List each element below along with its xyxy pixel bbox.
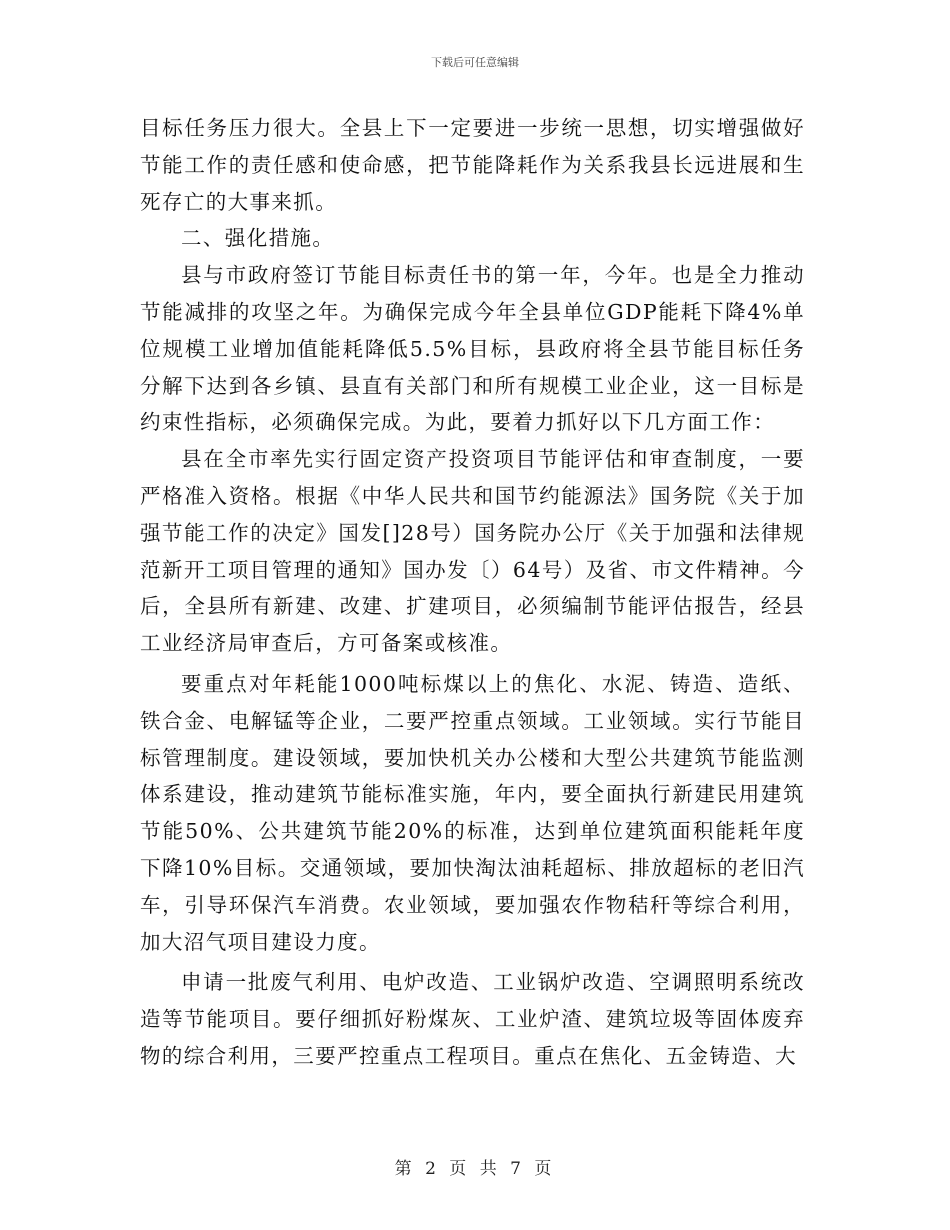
page-number: 第 2 页 共 7 页 xyxy=(394,1159,556,1179)
paragraph-6: 申请一批废气利用、电炉改造、工业锅炉改造、空调照明系统改造等节能项目。要仔细抓好粉煤灰、工业炉渣、建筑垃圾等固体废弃物的综合利用，三要严控重点工程项目。重点在焦化、五金铸造、大 xyxy=(140,970,805,1068)
paragraph-3: 县与市政府签订节能目标责任书的第一年，今年。也是全力推动节能减排的攻坚之年。为确保完成今年全县单位GDP能耗下降4%单位规模工业增加值能耗降低5.5%目标，县政府将全县节能目标任务分解下达到各乡镇、县直有关部门和所有规模工业企业，这一目标是约束性指标，必须确保完成。为此，要着力抓好以下几方面工作： xyxy=(140,263,805,435)
paragraph-5: 要重点对年耗能1000吨标煤以上的焦化、水泥、铸造、造纸、铁合金、电解锰等企业，二要严控重点领域。工业领域。实行节能目标管理制度。建设领域，要加快机关办公楼和大型公共建筑节能监测体系建设，推动建筑节能标准实施，年内，要全面执行新建民用建筑节能50%、公共建筑节能20%的标准，达到单位建筑面积能耗年度下降10%目标。交通领域，要加快淘汰油耗超标、排放超标的老旧汽车，引导环保汽车消费。农业领域，要加强农作物秸秆等综合利用，加大沼气项目建设力度。 xyxy=(140,671,805,954)
page-header-note: 下载后可任意编辑 xyxy=(431,56,519,69)
paragraph-4: 县在全市率先实行固定资产投资项目节能评估和审查制度，一要严格准入资格。根据《中华人民共和国节约能源法》国务院《关于加强节能工作的决定》国发[]28号）国务院办公厅《关于加强和法律规范新开工项目管理的通知》国办发〔）64号）及省、市文件精神。今后，全县所有新建、改建、扩建项目，必须编制节能评估报告，经县工业经济局审查后，方可备案或核准。 xyxy=(140,447,805,656)
section-heading-measures: 二、强化措施。 xyxy=(181,226,335,251)
document-body xyxy=(140,110,805,1075)
paragraph-1: 目标任务压力很大。全县上下一定要进一步统一思想，切实增强做好节能工作的责任感和使命感，把节能降耗作为关系我县长远进展和生死存亡的大事来抓。 xyxy=(140,116,805,214)
